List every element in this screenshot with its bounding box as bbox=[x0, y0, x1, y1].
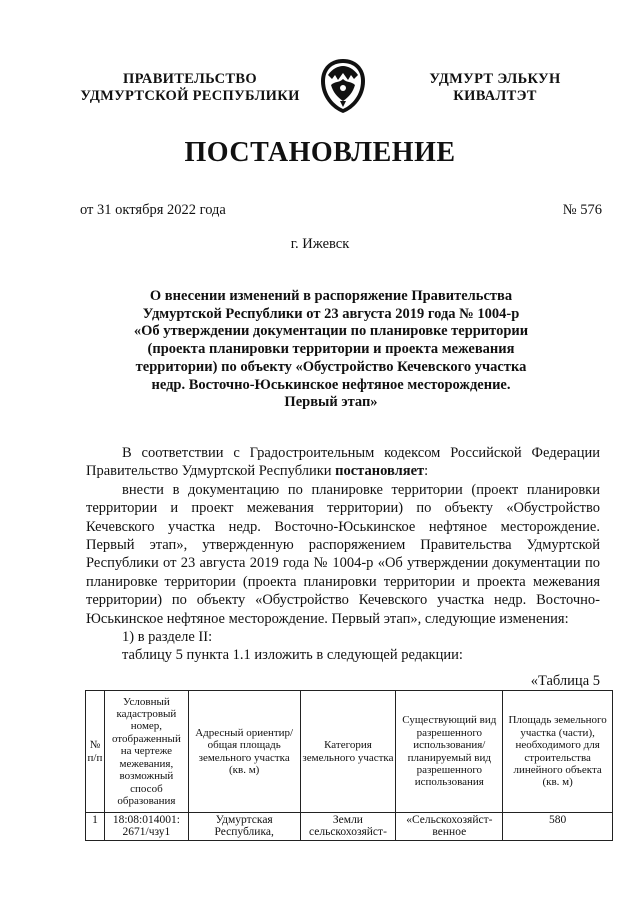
table-cell: 1 bbox=[86, 813, 105, 841]
document-type: ПОСТАНОВЛЕНИЕ bbox=[184, 137, 456, 168]
document-number: № 576 bbox=[562, 202, 602, 218]
title-line: «Об утверждении документации по планировке территории bbox=[133, 323, 529, 340]
header-left-line-1: ПРАВИТЕЛЬСТВО bbox=[123, 71, 257, 87]
body-paragraph-preamble: В соответствии с Градостроительным кодексом Российской Федерации Правительство Удмуртской Республики постановляет: bbox=[86, 445, 600, 480]
table-header-cell: Площадь земельного участка (части), необходимого для строительства линейного объекта (кв. м) bbox=[503, 691, 613, 813]
header-right-line-1: УДМУРТ ЭЛЬКУН bbox=[429, 71, 561, 87]
body-paragraph-table-intro: таблицу 5 пункта 1.1 изложить в следующей редакции: bbox=[122, 647, 463, 664]
table-cell: «Сельскохозяйст- венное bbox=[396, 813, 503, 841]
title-line: территории) по объекту «Обустройство Кечевского участка bbox=[135, 358, 527, 375]
title-line: Удмуртской Республики от 23 августа 2019 года № 1004-р bbox=[142, 305, 520, 322]
table-header-cell: Категория земельного участка bbox=[300, 691, 396, 813]
title-line: (проекта планировки территории и проекта межевания bbox=[147, 341, 515, 358]
document-title bbox=[100, 288, 562, 412]
title-line: О внесении изменений в распоряжение Правительства bbox=[149, 288, 513, 304]
table-header-cell: Существующий вид разрешенного использования/ планируемый вид разрешенного использования bbox=[396, 691, 503, 813]
table-cell: 18:08:014001: 2671/чзу1 bbox=[104, 813, 188, 841]
title-line: Первый этап» bbox=[284, 394, 378, 411]
table-cell: Удмуртская Республика, bbox=[188, 813, 300, 841]
table-header-cell: № п/п bbox=[86, 691, 105, 813]
header-left-line-2: УДМУРТСКОЙ РЕСПУБЛИКИ bbox=[80, 88, 300, 104]
body-paragraph-changes: внести в документацию по планировке территории (проект планировки территории и проект межевания территории) по объекту «Обустройство Кечевского участка недр. Восточно-Юськинское нефтяное месторождение. Первый этап», утвержденную распоряжением Правительства Удмуртской Республики от 23 августа 2019 года № 1004-р «Об утверждении документации по планировке территории (проекта планировки территории и проекта межевания территории) по объекту «Обустройство Кечевского участка недр. Восточно-Юськинское нефтяное месторождение. Первый этап», следующие изменения: bbox=[86, 481, 600, 627]
table-header-row bbox=[86, 691, 613, 813]
table-header-cell: Адресный ориентир/ общая площадь земельного участка (кв. м) bbox=[188, 691, 300, 813]
table-cell: Земли сельскохозяйст- bbox=[300, 813, 396, 841]
body-paragraph-section: 1) в разделе II: bbox=[122, 629, 213, 646]
document-body bbox=[86, 444, 600, 665]
table-row bbox=[86, 813, 613, 841]
title-line: недр. Восточно-Юськинское нефтяное месторождение. bbox=[151, 376, 511, 393]
table-caption: «Таблица 5 bbox=[530, 673, 600, 689]
table-header-cell: Условный кадастровый номер, отображенный на чертеже межевания, возможный способ образования bbox=[104, 691, 188, 813]
data-table bbox=[85, 690, 613, 841]
coat-of-arms-icon bbox=[318, 57, 368, 115]
header-right-line-2: КИВАЛТЭТ bbox=[453, 88, 537, 104]
table-cell: 580 bbox=[503, 813, 613, 841]
document-date: от 31 октября 2022 года bbox=[80, 202, 226, 218]
header-left bbox=[70, 71, 310, 105]
document-city: г. Ижевск bbox=[290, 236, 350, 252]
header-right bbox=[390, 71, 600, 105]
